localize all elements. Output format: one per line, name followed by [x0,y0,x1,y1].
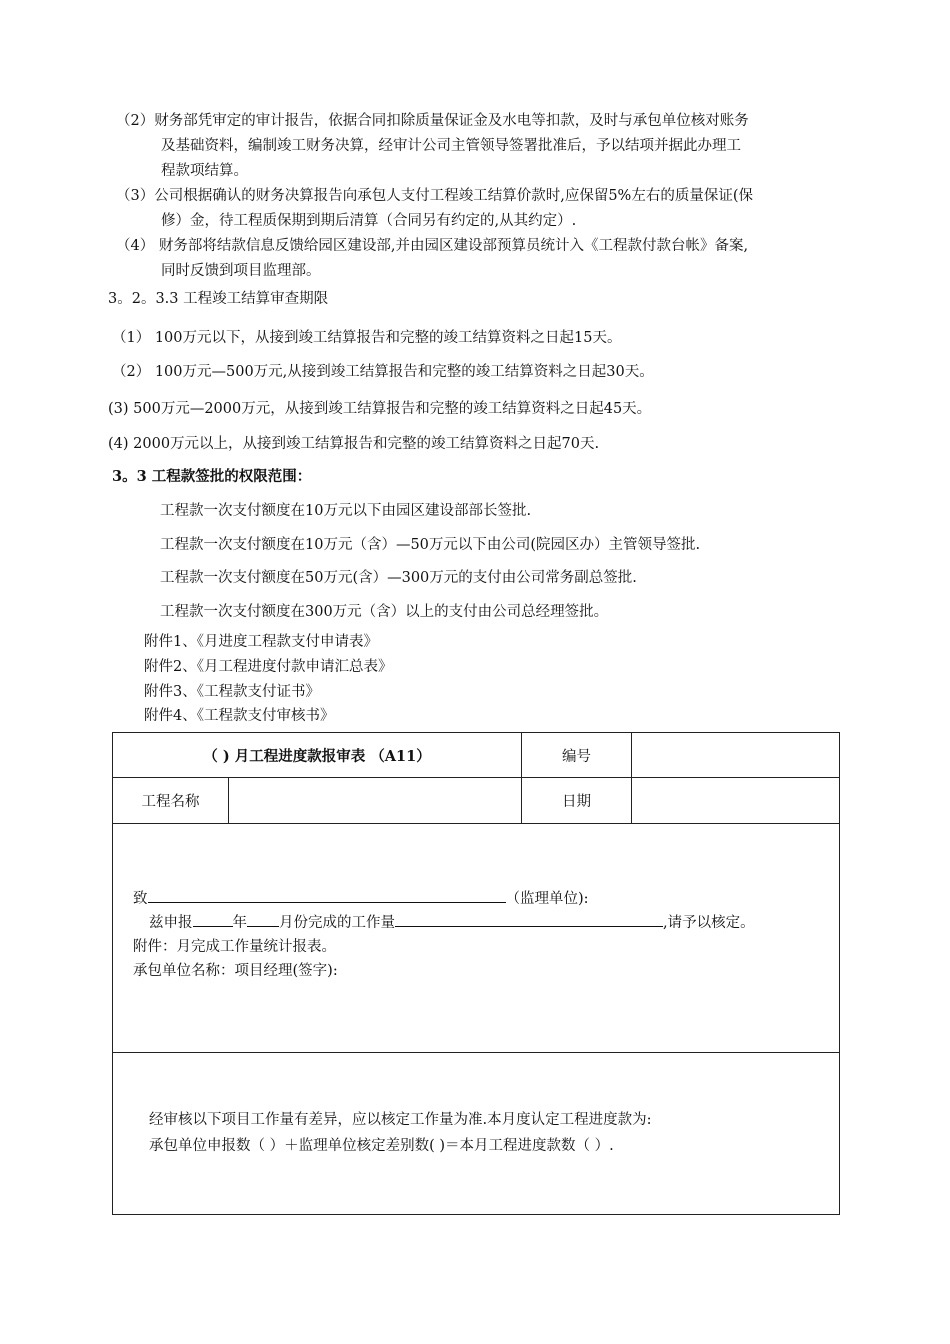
project-name-label: 工程名称 [113,778,229,824]
date-field[interactable] [632,778,840,824]
review-line-1: 经审核以下项目工作量有差异，应以核定工作量为准.本月度认定工程进度款为: [149,1112,652,1128]
limit-item-2: （2） 100万元—500万元,从接到竣工结算报告和完整的竣工结算资料之日起30天。 [112,364,654,380]
number-label: 编号 [522,733,632,778]
attachment-4: 附件4、《工程款支付审核书》 [144,708,335,724]
review-section [113,1053,840,1215]
submit-suffix: ,请予以核定。 [663,915,755,931]
limit-item-4: (4) 2000万元以上，从接到竣工结算报告和完整的竣工结算资料之日起70天. [108,436,600,452]
workload-blank[interactable] [395,912,663,927]
section-3-2-3-3-heading: 3。2。3.3 工程竣工结算审查期限 [108,291,329,307]
paragraph-4-line-2: 同时反馈到项目监理部。 [161,263,321,279]
paragraph-4-line-1: （4） 财务部将结款信息反馈给园区建设部,并由园区建设部预算员统计入《工程款付款台帐》备案, [116,238,749,254]
to-prefix: 致 [133,891,148,907]
paragraph-3-line-1: （3）公司根据确认的财务决算报告向承包人支付工程竣工结算价款时,应保留5%左右的质量保证(保 [116,188,753,204]
month-blank[interactable] [247,912,279,927]
paragraph-2-line-3: 程款项结算。 [161,163,248,179]
authority-item-2: 工程款一次支付额度在10万元（含）—50万元以下由公司(院园区办）主管领导签批. [160,537,701,553]
paragraph-2-line-1: （2）财务部凭审定的审计报告，依据合同扣除质量保证金及水电等扣款，及时与承包单位核对账务 [116,113,749,129]
submit-line [149,912,755,934]
contractor-line: 承包单位名称：项目经理(签字): [133,963,338,979]
submit-month: 月份完成的工作量 [279,915,395,931]
authority-item-1: 工程款一次支付额度在10万元以下由园区建设部部长签批. [160,503,532,519]
limit-item-3: (3) 500万元—2000万元，从接到竣工结算报告和完整的竣工结算资料之日起45天。 [108,401,652,417]
submit-year: 年 [232,915,247,931]
attachment-line: 附件：月完成工作量统计报表。 [133,939,336,955]
paragraph-2-line-2: 及基础资料，编制竣工财务决算，经审计公司主管领导签署批准后，予以结项并据此办理工 [161,138,741,154]
limit-item-1: （1） 100万元以下，从接到竣工结算报告和完整的竣工结算资料之日起15天。 [112,330,622,346]
authority-item-3: 工程款一次支付额度在50万元(含）—300万元的支付由公司常务副总签批. [160,570,637,586]
attachment-3: 附件3、《工程款支付证书》 [144,684,320,700]
review-line-2: 承包单位申报数（ ）＋监理单位核定差别数( )＝本月工程进度款数（ ）. [149,1138,614,1154]
attachment-2: 附件2、《月工程进度付款申请汇总表》 [144,659,393,675]
form-title: （ ) 月工程进度款报审表 （A11） [113,733,522,778]
paragraph-3-line-2: 修）金，待工程质保期到期后清算（合同另有约定的,从其约定）. [161,213,577,229]
progress-payment-form [112,732,840,1215]
section-3-3-heading: 3。3 工程款签批的权限范围： [112,468,312,485]
year-blank[interactable] [193,912,233,927]
application-section [113,824,840,1053]
authority-item-4: 工程款一次支付额度在300万元（含）以上的支付由公司总经理签批。 [160,604,609,620]
supervisor-unit-blank[interactable] [148,888,506,903]
to-suffix: （监理单位): [505,891,589,907]
number-field[interactable] [632,733,840,778]
attachment-1: 附件1、《月进度工程款支付申请表》 [144,634,378,650]
project-name-field[interactable] [229,778,522,824]
submit-prefix: 兹申报 [149,915,193,931]
to-line [133,888,589,910]
date-label: 日期 [522,778,632,824]
